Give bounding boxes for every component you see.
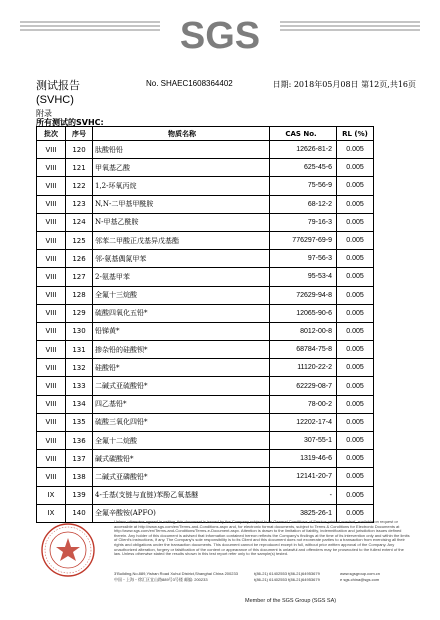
cell-name: 全氟辛酸铵(APFO) <box>93 504 270 522</box>
table-row <box>37 450 374 468</box>
cell-name: 1,2-环氧丙烷 <box>93 177 270 195</box>
cell-batch: VIII <box>37 268 66 286</box>
cell-batch: VIII <box>37 286 66 304</box>
cell-seq: 140 <box>66 504 93 522</box>
cell-rl: 0.005 <box>337 304 374 322</box>
cell-seq: 124 <box>66 213 93 231</box>
table-row <box>37 250 374 268</box>
table-row <box>37 304 374 322</box>
cell-seq: 137 <box>66 450 93 468</box>
svhc-table <box>36 126 374 523</box>
legal-disclaimer: Unless otherwise agreed in writing, this document is issued by the Company subject to its General Conditions of Service printed overleaf, available on request or accessible at http://www.sgs.com/en/Terms-and-Conditions.aspx and, for electronic format documents, subject to Terms & Conditions for Electronic Documents at http://www.sgs.com/en/Terms-and-Conditions/Terms-e-Document.aspx. Attention is drawn to the limitation of liability, indemnification and jurisdiction issues defined therein. Any holder of this document is advised that information contained hereon reflects the Company's findings at the time of its intervention only and within the limits of Client's instructions, if any. The Company's sole responsibility is to its Client and this document does not exonerate parties to a transaction from exercising all their rights and obligations under the transaction documents. This document cannot be reproduced except in full, without prior written approval of the Company. Any unauthorized alteration, forgery or falsification of the content or appearance of this document is unlawful and offenders may be prosecuted to the fullest extent of the law. Unless otherwise stated the results shown in this test report refer only to the sample(s) tested. <box>114 519 410 557</box>
table-row <box>37 322 374 340</box>
cell-cas: 3825-26-1 <box>270 504 337 522</box>
cell-rl: 0.005 <box>337 486 374 504</box>
col-header-name: 物质名称 <box>93 127 270 141</box>
cell-seq: 125 <box>66 231 93 249</box>
cell-name: 全氟十二烷酸 <box>93 432 270 450</box>
table-row <box>37 341 374 359</box>
cell-rl: 0.005 <box>337 141 374 159</box>
cell-batch: VIII <box>37 468 66 486</box>
col-header-rl: RL (%) <box>337 127 374 141</box>
table-row <box>37 468 374 486</box>
cell-cas: 97-56-3 <box>270 250 337 268</box>
cell-name: 二碱式亚硫酸铅* <box>93 377 270 395</box>
cell-name: 掺杂铅的硅酸钡* <box>93 341 270 359</box>
cell-name: 全氟十三烷酸 <box>93 286 270 304</box>
table-row <box>37 486 374 504</box>
cell-rl: 0.005 <box>337 286 374 304</box>
cell-cas: 78-00-2 <box>270 395 337 413</box>
cell-name: 四乙基铅* <box>93 395 270 413</box>
cell-batch: VIII <box>37 341 66 359</box>
cell-batch: IX <box>37 504 66 522</box>
cell-seq: 122 <box>66 177 93 195</box>
cell-batch: VIII <box>37 231 66 249</box>
cell-name: 碱式碳酸铅* <box>93 450 270 468</box>
cell-rl: 0.005 <box>337 322 374 340</box>
report-title: 测试报告 <box>36 79 80 92</box>
cell-rl: 0.005 <box>337 268 374 286</box>
cell-cas: 307-55-1 <box>270 432 337 450</box>
cell-name: 硫酸三氧化四铅* <box>93 413 270 431</box>
email: e sgs.china@sgs.com <box>340 577 380 582</box>
certification-seal <box>40 522 96 578</box>
cell-batch: VIII <box>37 141 66 159</box>
sgs-logo <box>0 14 440 54</box>
cell-name: 硫酸四氧化五铅* <box>93 304 270 322</box>
date-and-page: 日期: 2018年05月08日 第12页,共16页 <box>272 80 416 89</box>
table-row <box>37 432 374 450</box>
cell-cas: 72629-94-8 <box>270 286 337 304</box>
table-body <box>37 141 374 523</box>
cell-cas: 11120-22-2 <box>270 359 337 377</box>
cell-rl: 0.005 <box>337 177 374 195</box>
cell-name: 硅酸铅* <box>93 359 270 377</box>
cell-name: 铅锑黄* <box>93 322 270 340</box>
col-header-batch: 批次 <box>37 127 66 141</box>
cell-rl: 0.005 <box>337 504 374 522</box>
table-row <box>37 213 374 231</box>
cell-cas: 62229-08-7 <box>270 377 337 395</box>
table-row <box>37 195 374 213</box>
table-row <box>37 286 374 304</box>
cell-cas: 776297-69-9 <box>270 231 337 249</box>
cell-rl: 0.005 <box>337 450 374 468</box>
cell-name: 4-壬基(支链与直链)苯酚乙氧基醚 <box>93 486 270 504</box>
cell-rl: 0.005 <box>337 432 374 450</box>
cell-rl: 0.005 <box>337 413 374 431</box>
col-header-seq: 序号 <box>66 127 93 141</box>
cell-batch: VIII <box>37 450 66 468</box>
cell-seq: 123 <box>66 195 93 213</box>
report-number: No. SHAEC1608364402 <box>146 79 233 88</box>
table-row <box>37 377 374 395</box>
table-row <box>37 231 374 249</box>
cell-seq: 129 <box>66 304 93 322</box>
cell-seq: 130 <box>66 322 93 340</box>
cell-name: 甲氧基乙酸 <box>93 159 270 177</box>
logo-text: SGS <box>179 15 261 54</box>
phone-fax-cn: t(86-21) 61402553 f(86-21)64953679 <box>254 577 320 582</box>
cell-rl: 0.005 <box>337 377 374 395</box>
report-header <box>36 77 416 92</box>
cell-seq: 121 <box>66 159 93 177</box>
cell-rl: 0.005 <box>337 195 374 213</box>
table-row <box>37 177 374 195</box>
table-row <box>37 159 374 177</box>
cell-rl: 0.005 <box>337 213 374 231</box>
table-row <box>37 359 374 377</box>
cell-seq: 131 <box>66 341 93 359</box>
cell-rl: 0.005 <box>337 341 374 359</box>
cell-batch: VIII <box>37 159 66 177</box>
table-row <box>37 268 374 286</box>
cell-seq: 133 <box>66 377 93 395</box>
cell-batch: VIII <box>37 213 66 231</box>
address-block <box>114 571 410 591</box>
cell-name: 2-氨基甲苯 <box>93 268 270 286</box>
cell-cas: 12202-17-4 <box>270 413 337 431</box>
cell-seq: 135 <box>66 413 93 431</box>
cell-cas: 68-12-2 <box>270 195 337 213</box>
cell-batch: VIII <box>37 413 66 431</box>
cell-seq: 132 <box>66 359 93 377</box>
cell-batch: VIII <box>37 304 66 322</box>
cell-batch: VIII <box>37 395 66 413</box>
annex-label: 附录 <box>36 109 52 118</box>
cell-seq: 136 <box>66 432 93 450</box>
cell-cas: 12065-90-6 <box>270 304 337 322</box>
cell-cas: 12626-81-2 <box>270 141 337 159</box>
cell-batch: VIII <box>37 322 66 340</box>
cell-rl: 0.005 <box>337 159 374 177</box>
cell-seq: 120 <box>66 141 93 159</box>
cell-cas: - <box>270 486 337 504</box>
cell-cas: 95-53-4 <box>270 268 337 286</box>
cell-batch: VIII <box>37 250 66 268</box>
table-row <box>37 141 374 159</box>
cell-rl: 0.005 <box>337 231 374 249</box>
cell-seq: 126 <box>66 250 93 268</box>
cell-batch: IX <box>37 486 66 504</box>
table-row <box>37 413 374 431</box>
cell-rl: 0.005 <box>337 250 374 268</box>
svhc-label: (SVHC) <box>36 94 74 106</box>
cell-batch: VIII <box>37 177 66 195</box>
table-subtitle: 所有测试的SVHC: <box>36 118 104 127</box>
address-cn: 中国・上海・徐汇区宜山路889号3号楼 邮编: 200233 <box>114 577 208 582</box>
cell-cas: 8012-00-8 <box>270 322 337 340</box>
cell-name: 邻苯二甲酸正戊基异戊基酯 <box>93 231 270 249</box>
cell-cas: 625-45-6 <box>270 159 337 177</box>
cell-seq: 127 <box>66 268 93 286</box>
member-line: Member of the SGS Group (SGS SA) <box>245 598 337 604</box>
cell-name: 二碱式亚磷酸铅* <box>93 468 270 486</box>
cell-name: N-甲基乙酰胺 <box>93 213 270 231</box>
cell-batch: VIII <box>37 377 66 395</box>
table-header-row <box>37 127 374 141</box>
cell-batch: VIII <box>37 432 66 450</box>
cell-cas: 75-56-9 <box>270 177 337 195</box>
cell-cas: 79-16-3 <box>270 213 337 231</box>
cell-batch: VIII <box>37 359 66 377</box>
table-row <box>37 395 374 413</box>
cell-cas: 68784-75-8 <box>270 341 337 359</box>
cell-seq: 134 <box>66 395 93 413</box>
phone-fax: t(86-21) 61402553 f(86-21)64953679 <box>254 571 320 576</box>
cell-rl: 0.005 <box>337 468 374 486</box>
col-header-cas: CAS No. <box>270 127 337 141</box>
address-en: 3’Building,No.889,Yishan Road Xuhui District,Shanghai China 200233 <box>114 571 238 576</box>
cell-seq: 138 <box>66 468 93 486</box>
cell-name: 邻-氨基偶氮甲苯 <box>93 250 270 268</box>
cell-cas: 12141-20-7 <box>270 468 337 486</box>
cell-name: 肽酸铅铅 <box>93 141 270 159</box>
cell-seq: 128 <box>66 286 93 304</box>
cell-batch: VIII <box>37 195 66 213</box>
cell-rl: 0.005 <box>337 395 374 413</box>
cell-cas: 1319-46-6 <box>270 450 337 468</box>
website: www.sgsgroup.com.cn <box>340 571 381 576</box>
cell-rl: 0.005 <box>337 359 374 377</box>
cell-name: N,N-二甲基甲酰胺 <box>93 195 270 213</box>
cell-seq: 139 <box>66 486 93 504</box>
